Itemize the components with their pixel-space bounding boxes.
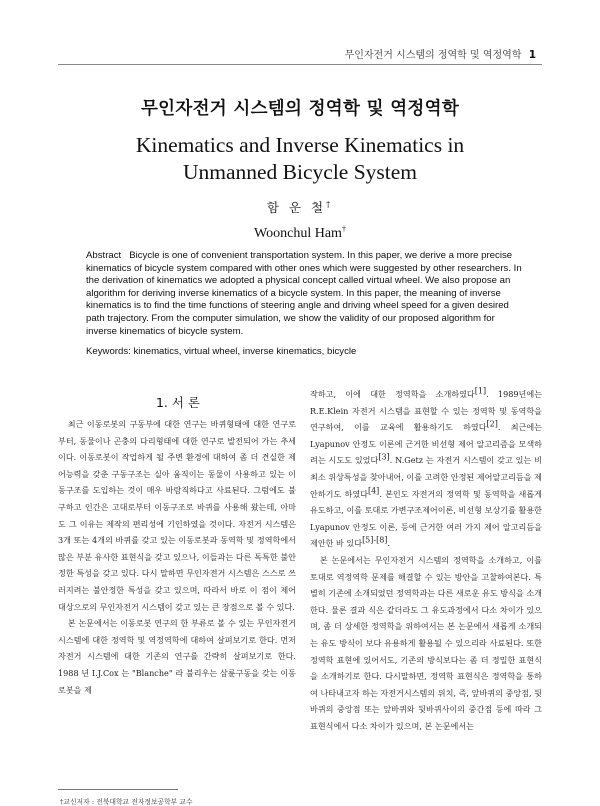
left-column bbox=[58, 416, 296, 698]
footnote-mark: † bbox=[60, 798, 64, 806]
right-p1-part-c: . 최근에는 Lyapunov 안정도 이론에 근거한 비선형 제어 알고리즘을 모색하려는 시도도 있었다 bbox=[310, 422, 543, 466]
citation-2: [2] bbox=[486, 419, 498, 429]
right-p1-part-f: . bbox=[387, 538, 391, 549]
abstract-text: Bicycle is one of convenient transportation system. In this paper, we derive a more precise kinematics of bicycle system compared with other ones which were suggested by other researchers. In the derivation of kinematics we adopted a physical concept called virtual wheel. We also propose an algorithm for deriving inverse kinematics of a bicycle system. In this paper, the meaning of inverse kinematics is to find the time functions of steering angle and driving wheel speed for a given desired path trajectory. From the computer simulation, we show the validity of our proposed algorithm for inverse kinematics of bicycle system. bbox=[86, 250, 522, 337]
right-column bbox=[310, 386, 542, 734]
korean-author-name: 함 운 철 bbox=[266, 200, 327, 215]
citation-3: [3] bbox=[378, 452, 390, 462]
english-author-name: Woonchul Ham bbox=[254, 226, 342, 241]
english-title-line-1: Kinematics and Inverse Kinematics in bbox=[135, 133, 465, 157]
english-title bbox=[0, 132, 600, 186]
english-title-line-2: Unmanned Bicycle System bbox=[182, 160, 418, 184]
footnote bbox=[60, 796, 193, 806]
keywords-label: Keywords bbox=[86, 346, 129, 357]
right-paragraph-1 bbox=[310, 386, 542, 552]
running-head-title: 무인자전거 시스템의 정역학 및 역정역학 bbox=[344, 50, 522, 61]
section-1-heading: 1. 서 론 bbox=[155, 395, 201, 410]
author-footnote-mark-en: † bbox=[341, 224, 346, 234]
right-p1-part-d: . N.Getz 는 자전거 시스템이 갖고 있는 비최소 위상특성을 찾아내어, 이를 고려한 안정된 제어알고리듬을 제안하기도 하였다 bbox=[310, 455, 542, 499]
page-number: 1 bbox=[528, 49, 536, 61]
english-author bbox=[0, 226, 600, 242]
citation-1: [1] bbox=[474, 386, 487, 396]
citation-5-8: [5]-[8] bbox=[362, 535, 388, 545]
right-paragraph-2: 본 논문에서는 무인자전거 시스템의 정역학을 소개하고, 이를 토대로 역정역학 문제를 해결할 수 있는 방안을 고찰하여본다. 특별히 기존에 소개되었던 정역학과는 다른 새로운 유도 방식을 소개한다. 물론 결과 식은 같더라도 그 유도과정에서 다소 차이가 있으며, 좀 더 상세한 정역학을 위하여서는 본 논문에서 새롭게 소개되는 유도 방식이 보다 유용하게 활용될 수 있으리라 사료된다. 또한 정역학 표현에 있어서도, 기존의 방식보다는 좀 더 정밀한 표현식을 소개하기로 한다. 다시말하면, 정역학 표현식은 정역학을 통하여 나타내고자 하는 자전거시스템의 위치, 즉, 앞바퀴의 중앙점, 뒷바퀴의 중앙점 또는 앞바퀴와 뒷바퀴사이의 중간점 등에 따라 그 표현식에서 다소 차이가 있으며, 본 논문에서는 bbox=[310, 554, 542, 731]
right-p1-part-e: . 본인도 자전거의 정역학 및 동역학을 새롭게 유도하고, 이를 토대로 가변구조제어이론, 비선형 보상기를 활용한 Lyapunov 안정도 이론, 등에 근거한 여러 가지 제어 알고리듬을 제안한 바 있다 bbox=[310, 488, 542, 549]
abstract bbox=[86, 250, 526, 338]
author-footnote-mark: † bbox=[326, 199, 334, 209]
korean-author bbox=[0, 198, 600, 216]
footnote-text: 교신저자 : 전북대학교 전자정보공학부 교수 bbox=[63, 798, 193, 806]
korean-title: 무인자전거 시스템의 정역학 및 역정역학 bbox=[140, 99, 460, 119]
right-p1-part-b: . 1989년에는 R.E.Klein 자전거 시스템을 표현할 수 있는 정역학 및 동역학을 연구하여, 이를 교육에 활용하기도 하였다 bbox=[310, 389, 542, 433]
right-p1-part-a: 작하고, 이에 대한 정역학을 소개하였다 bbox=[310, 389, 475, 399]
left-paragraph-2: 본 논문에서는 이동로봇 연구의 한 부류로 볼 수 있는 무인자전거 시스템에 대한 정역학 및 역정역학에 대하여 살펴보기로 한다. 먼저 자전거 시스템에 대한 기존의 연구를 간략히 살펴보기로 한다. 1988 년 I.J.Cox 는 "Blanche" 라 불리우는 삼륜구동을 갖는 이동로봇을 제 bbox=[58, 618, 296, 695]
abstract-label: Abstract bbox=[86, 250, 122, 261]
keywords-text: kinematics, virtual wheel, inverse kinematics, bicycle bbox=[133, 346, 357, 357]
running-head bbox=[345, 46, 536, 61]
keywords: Keywords: kinematics, virtual wheel, inverse kinematics, bicycle bbox=[86, 346, 357, 357]
header-rule bbox=[58, 64, 542, 65]
left-paragraph-1: 최근 이동로봇의 구동부에 대한 연구는 바퀴형태에 대한 연구로부터, 동물이나 곤충의 다리형태에 대한 연구로 발전되어 가는 추세이다. 이동로봇이 작업하게 될 주변 환경에 대하여 좀 더 견실한 제어능력을 갖춘 구동구조는 실아 움직이는 동물이 사용하고 있는 이동구조를 도입하는 것이 매우 바람직하다고 사료된다. 그럼에도 불구하고 인간은 고대로부터 이동구조로 바퀴를 사용해 왔는데, 아마도 그 이유는 제작의 편리성에 기인하였을 것이다. 자전거 시스템은 3개 또는 4개의 바퀴를 갖고 있는 이동로봇과 동역학 및 정역학에서 많은 부분 유사한 표현식을 갖고 있으나, 이들과는 다른 독특한 불안정한 특성을 갖고 있다. 다시 말하면 무인자전거 시스템은 스스로 쓰러지려는 불안정한 특성을 갖고 있으며, 따라서 바로 이 점이 제어 대상으로의 무인자전거 시스템이 갖고 있는 큰 장점으로 볼 수 있다. bbox=[58, 419, 296, 612]
citation-4: [4] bbox=[367, 485, 380, 495]
footnote-rule bbox=[58, 789, 178, 790]
